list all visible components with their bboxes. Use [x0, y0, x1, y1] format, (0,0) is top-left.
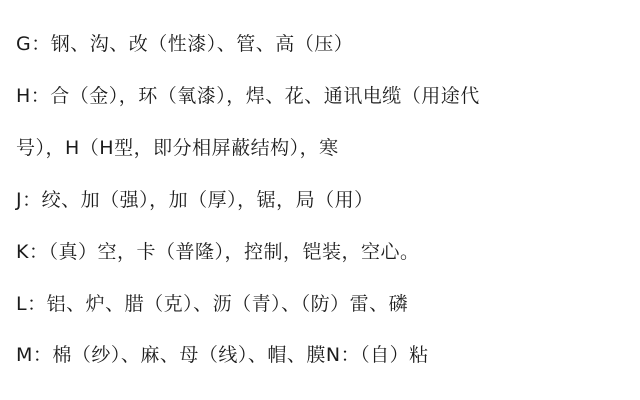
- text-line-l: L：铝、炉、腊（克）、沥（青）、（防）雷、磷: [16, 293, 409, 315]
- text-line-h-2: 号），H（H型，即分相屏蔽结构），寒: [16, 137, 339, 159]
- text-line-j: J：绞、加（强），加（厚），锯，局（用）: [16, 189, 374, 211]
- text-line-m: M：棉（纱）、麻、母（线）、帽、膜N：（自）粘: [16, 344, 429, 366]
- text-line-h-1: H：合（金），环（氧漆），焊、花、通讯电缆（用途代: [16, 85, 480, 107]
- text-line-g: G：钢、沟、改（性漆）、管、高（压）: [16, 33, 354, 55]
- text-line-k: K：（真）空，卡（普隆），控制，铠装，空心。: [16, 241, 420, 263]
